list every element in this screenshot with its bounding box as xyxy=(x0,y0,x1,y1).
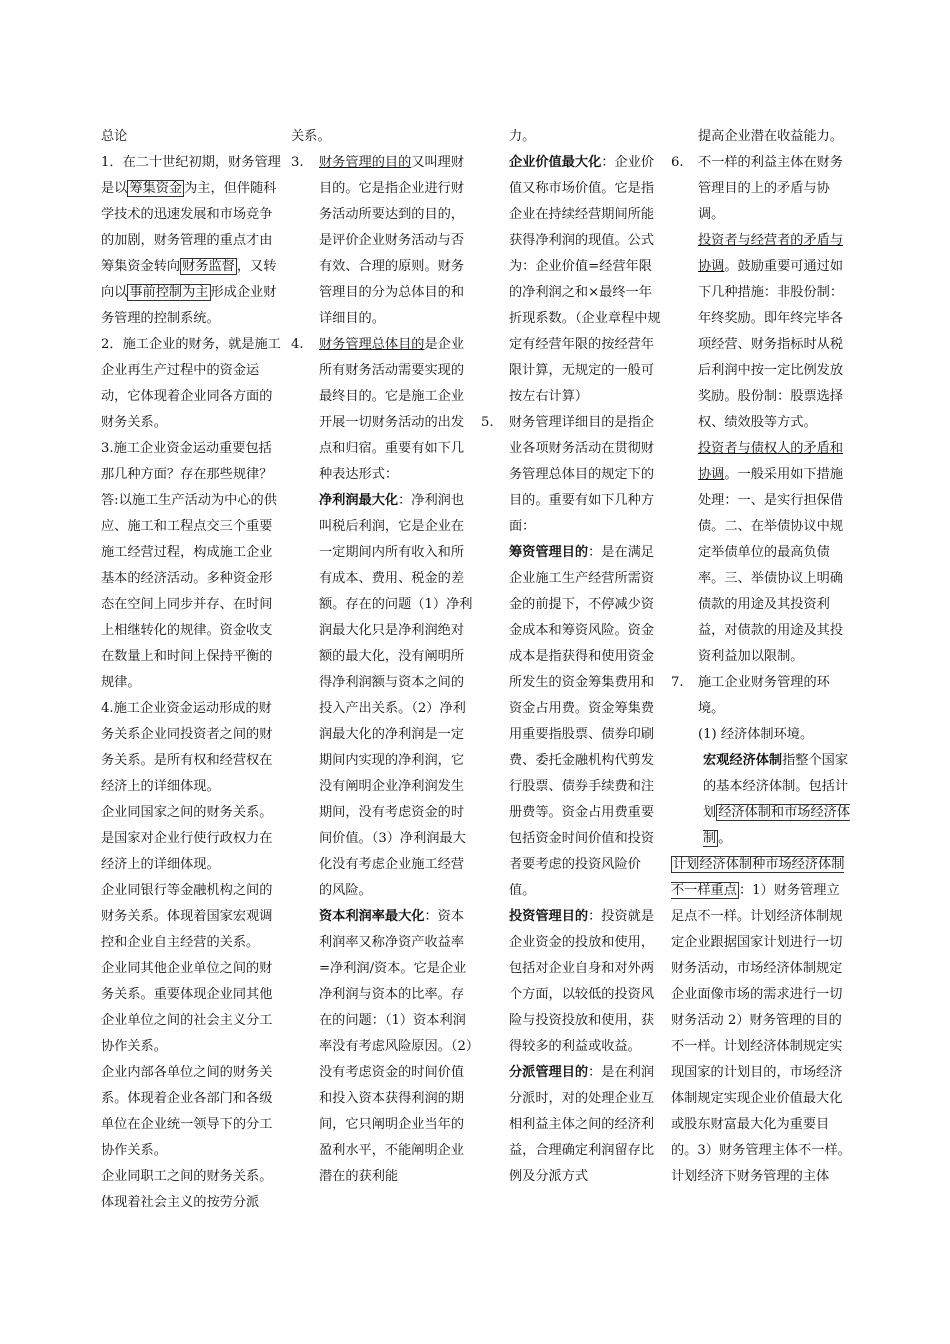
text: ：资本利润率又称净资产收益率=净利润/资本。它是企业净利润与资本的比率。存在的问题：（1）资本利润率没有考虑风险原因。（2）没有考虑资金的时间价值和投入资本获得利润的期间，它只阐明企业当年的盈利水平，不能阐明企业潜在的获利能 xyxy=(319,909,473,1184)
subsection-macro-system xyxy=(671,748,852,852)
continuation-text: 力。 xyxy=(509,129,536,144)
subsection-financing xyxy=(481,540,664,904)
item-number: 5. xyxy=(481,415,494,430)
continuation-text: 提高企业潜在收益能力。 xyxy=(698,129,844,144)
text: ：投资就是企业资金的投放和使用，包括对企业自身和对外两个方面，以较低的投资风险与投资投放和使用，获得较多的利益或收益。 xyxy=(509,909,655,1054)
bold-heading: 投资管理目的 xyxy=(509,909,589,924)
paragraph-4: 4.施工企业资金运动形成的财务关系企业同投资者之间的财务关系。是所有权和经营权在经济上的详细体现。 xyxy=(101,701,273,794)
boxed-term: 计划经济体制种市场经济体制不一样重点 xyxy=(671,857,845,898)
column-4 xyxy=(671,124,852,1190)
paragraph-7: 企业同其他企业单位之间的财务关系。重要体现企业同其他企业单位之间的社会主义分工协作关系。 xyxy=(101,961,273,1054)
paragraph-3: 3.施工企业资金运动重要包括那几种方面？存在那些规律？答:以施工生产活动为中心的供应、施工和工程点交三个重要施工经营过程，构成施工企业基本的经济活动。多种资金形态在空间上同步并存、在时间上相继转化的规律。资金收支在数量上和时间上保持平衡的规律。 xyxy=(101,441,277,690)
text: ：是在满足企业施工生产经营所需资金的前提下，不停减少资金成本和筹资风险。资金成本是指获得和使用资金所发生的资金筹集费用和资金占用费。资金筹集费用重要指股票、债券印刷费、委托金融机构代剪发行股票、债券手续费和注册费等。资金占用费重要包括资金时间价值和投资者要考虑的投资风险价值。 xyxy=(509,545,655,898)
boxed-term: 财务监督 xyxy=(182,259,235,274)
numbered-item-4 xyxy=(291,332,474,488)
item-number: 3. xyxy=(291,155,304,170)
item-text xyxy=(319,150,474,332)
bold-heading: 筹资管理目的 xyxy=(509,545,589,560)
text: 。鼓励重要可通过如下几种措施：非股份制：年终奖励。即年终完毕各项经营、财务指标时从税后利润中按一定比例发放奖励。股份制：股票选择权、绩效股等方式。 xyxy=(698,259,844,430)
numbered-item-6 xyxy=(671,150,852,228)
column-1 xyxy=(101,124,282,1216)
subsection-plan-vs-market xyxy=(671,852,852,1190)
numbered-item-3 xyxy=(291,150,474,332)
text: ，又转向以 xyxy=(101,259,277,300)
text: 。一般采用如下措施处理：一、是实行担保借债。二、在举债协议中规定举债单位的最高负债率。三、举债协议上明确债款的用途及其投资利益，对债款的用途及其投资利益加以限制。 xyxy=(698,467,844,664)
text: 又叫理财目的。它是指企业进行财务活动所要达到的目的，是评价企业财务活动与否有效、合理的原则。财务管理目的分为总体目的和详细目的。 xyxy=(319,155,465,326)
column-2 xyxy=(291,124,474,1190)
paragraph-2: 2．施工企业的财务，就是施工企业再生产过程中的资金运动，它体现着企业同各方面的财务关系。 xyxy=(101,337,281,430)
underlined-term: 财务管理总体目的 xyxy=(319,337,425,352)
paragraph-9: 企业同职工之间的财务关系。体现着社会主义的按劳分派 xyxy=(101,1169,273,1210)
subsection-capital-return xyxy=(291,904,474,1190)
numbered-item-5 xyxy=(481,410,664,540)
bold-heading: 宏观经济体制 xyxy=(703,753,783,768)
bold-heading: 企业价值最大化 xyxy=(509,155,602,170)
subsection-net-profit xyxy=(291,488,474,904)
text: 1．在二十世纪初期，财务管理是以 xyxy=(101,155,281,196)
item-number: 7. xyxy=(671,675,684,690)
boxed-term: 筹集资金 xyxy=(129,181,183,196)
paragraph-1 xyxy=(101,150,282,332)
bold-heading: 分派管理目的 xyxy=(509,1065,589,1080)
underlined-term: 投资者与经营者的矛盾与协调 xyxy=(698,233,844,274)
item-text: 财务管理详细目的是指企业各项财务活动在贯彻财务管理总体目的规定下的目的。重要有如下几种方面： xyxy=(509,415,655,534)
subsection-investor-manager xyxy=(671,228,852,436)
subsection-distribution xyxy=(481,1060,664,1190)
text: 指整个国家的基本经济体制。包括计划 xyxy=(703,753,849,820)
bold-heading: 净利润最大化 xyxy=(319,493,399,508)
subsection-investment xyxy=(481,904,664,1060)
text: ：1）财务管理立足点不一样。计划经济体制规定企业跟据国家计划进行一切财务活动，市场经济体制规定企业面像市场的需求进行一切财务活动 2）财务管理的目的不一样。计划经济体制规定实现国家的计划目的，市场经济体制规定实现企业价值最大化或股东财富最大化为重要目的。3）财务管理主体不一样。计划经济下财务管理的主体 xyxy=(671,883,851,1184)
text: 为主，但伴随科学技术的迅速发展和市场竞争的加剧，财务管理的重点才由筹集资金转向 xyxy=(101,181,277,274)
paragraph-6: 企业同银行等金融机构之间的财务关系。体现着国家宏观调控和企业自主经营的关系。 xyxy=(101,883,273,950)
item-number: 6. xyxy=(671,155,684,170)
text: 形成企业财务管理的控制系统。 xyxy=(101,285,277,326)
continuation-text: 关系。 xyxy=(291,129,331,144)
item-text xyxy=(319,332,474,488)
column-3 xyxy=(481,124,664,1190)
numbered-item-7 xyxy=(671,670,852,722)
subsection-enterprise-value xyxy=(481,150,664,410)
boxed-term: 事前控制为主 xyxy=(129,285,209,300)
item-number: 4. xyxy=(291,337,304,352)
underlined-term: 财务管理的目的 xyxy=(319,155,412,170)
section-heading: 总论 xyxy=(101,129,128,144)
text: 。 xyxy=(718,831,732,846)
sub-item-1: (1) 经济体制环境。 xyxy=(698,727,814,742)
paragraph-5: 企业同国家之间的财务关系。是国家对企业行使行政权力在经济上的详细体现。 xyxy=(101,805,273,872)
text: ：企业价值又称市场价值。它是指企业在持续经营期间所能获得净利润的现值。公式为：企业价值=经营年限的净利润之和×最终一年折现系数。（企业章程中规定有经营年限的按经营年限计算，无规定的一般可按左右计算） xyxy=(509,155,661,404)
paragraph-8: 企业内部各单位之间的财务关系。体现着企业各部门和各级单位在企业统一领导下的分工协作关系。 xyxy=(101,1065,273,1158)
boxed-term: 经济体制和市场经济体制 xyxy=(703,805,851,846)
text: ：净利润也叫税后利润，它是企业在一定期间内所有收入和所有成本、费用、税金的差额。存在的问题（1）净利润最大化只是净利润绝对额的最大化，没有阐明所得净利润额与资本之间的投入产出关系。（2）净利润最大化的净利润是一定期间内实现的净利润，它没有阐明企业净利润发生期间，没有考虑资金的时间价值。（3）净利润最大化没有考虑企业施工经营的风险。 xyxy=(319,493,473,898)
item-text: 不一样的利益主体在财务管理目的上的矛盾与协调。 xyxy=(698,155,844,222)
item-text: 施工企业财务管理的环境。 xyxy=(698,675,830,716)
text: 是企业所有财务活动需要实现的最终目的。它是施工企业开展一切财务活动的出发点和归宿。重要有如下几种表达形式： xyxy=(319,337,465,482)
subsection-investor-creditor xyxy=(671,436,852,670)
text: ：是在利润分派时，对的处理企业互相利益主体之间的经济利益，合理确定利润留存比例及分派方式 xyxy=(509,1065,655,1184)
bold-heading: 资本利润率最大化 xyxy=(319,909,425,924)
underlined-term: 投资者与债权人的矛盾和协调 xyxy=(698,441,844,482)
